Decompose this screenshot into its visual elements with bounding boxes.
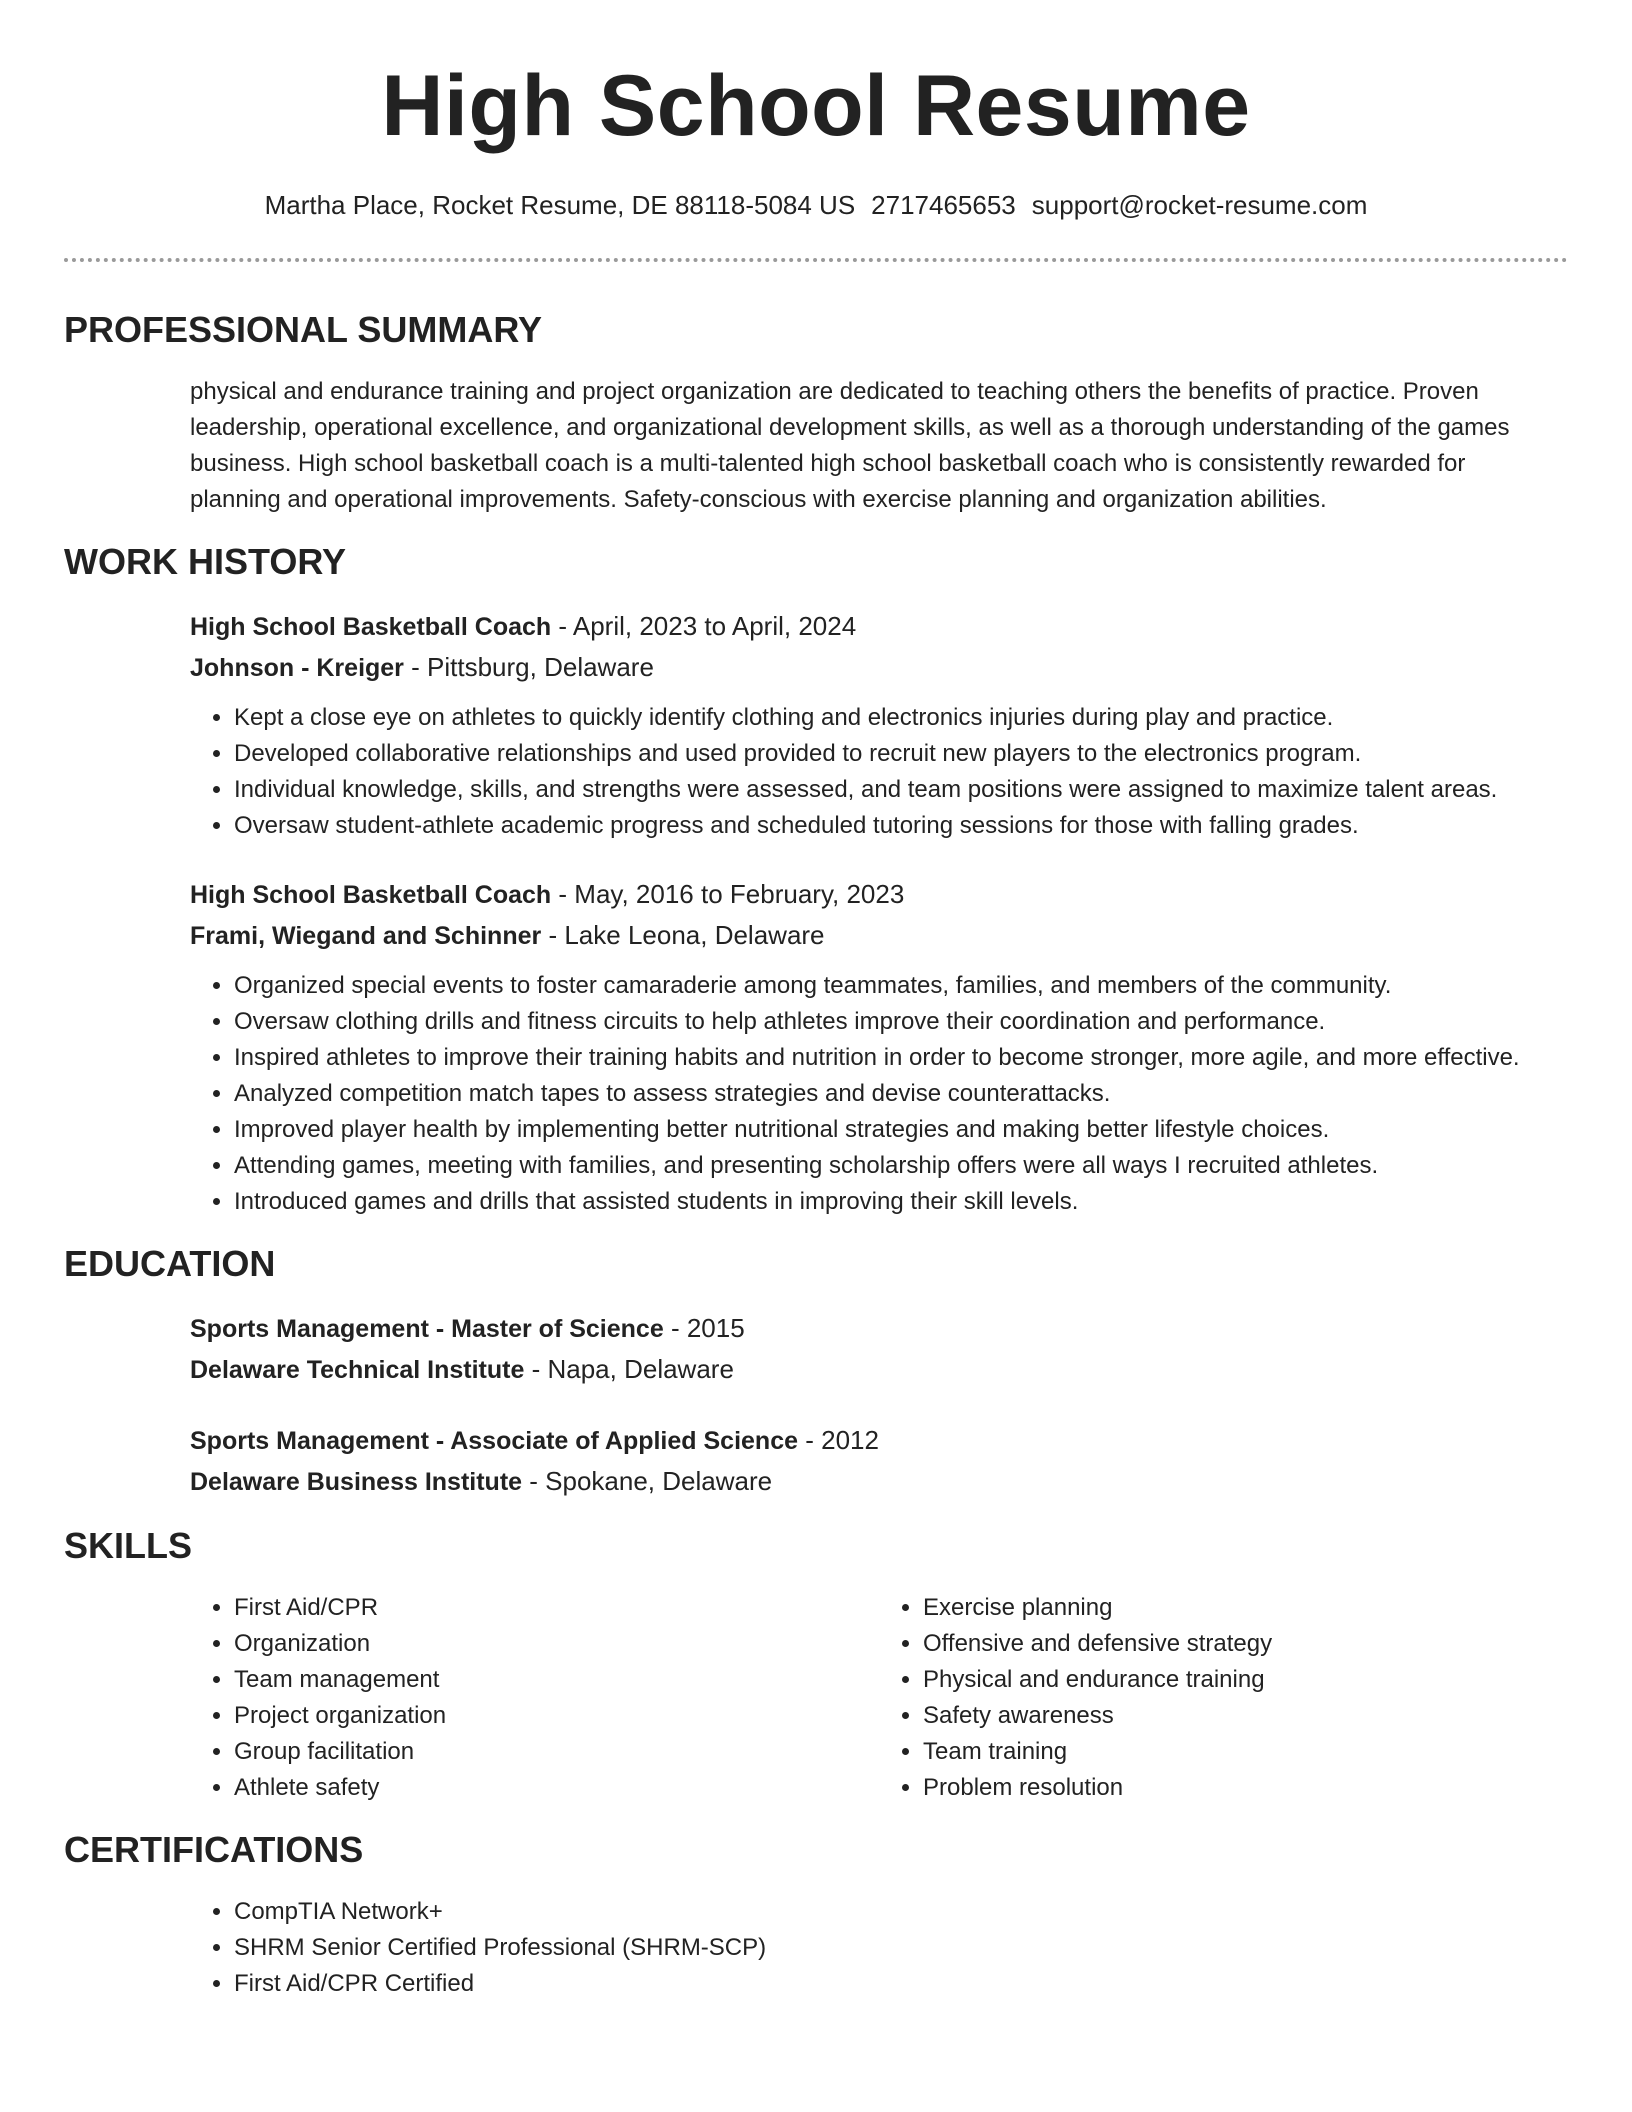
education-section	[64, 1242, 1568, 1502]
certifications-list	[190, 1894, 1568, 2002]
job-entry	[190, 874, 1568, 1220]
job-bullet: • Kept a close eye on athletes to quickly identify clothing and electronics injuries during play and practice.	[234, 700, 1568, 736]
certifications-section	[64, 1828, 1568, 2002]
skill-item: • Offensive and defensive strategy	[923, 1626, 1568, 1662]
job-title: High School Basketball Coach	[190, 613, 552, 641]
skills-grid	[190, 1590, 1568, 1806]
education-entry	[190, 1420, 1568, 1502]
job-bullet: • Organized special events to foster camaraderie among teammates, families, and members of the community.	[234, 968, 1568, 1004]
degree-line	[190, 1420, 1568, 1461]
school-location: - Napa, Delaware	[524, 1354, 734, 1384]
school-line	[190, 1349, 1568, 1390]
job-bullet: • Developed collaborative relationships and used provided to recruit new players to the electronics program.	[234, 736, 1568, 772]
certification-item: • CompTIA Network+	[234, 1894, 1568, 1930]
contact-phone: 2717465653	[871, 190, 1016, 220]
school-name: Delaware Technical Institute	[190, 1356, 525, 1384]
skill-item: • Athlete safety	[234, 1770, 879, 1806]
skill-item: • Physical and endurance training	[923, 1662, 1568, 1698]
degree-line	[190, 1308, 1568, 1349]
degree-name: Sports Management - Associate of Applied Science	[190, 1427, 799, 1455]
job-company-line	[190, 915, 1568, 956]
job-location: - Pittsburg, Delaware	[403, 652, 654, 682]
job-location: - Lake Leona, Delaware	[541, 920, 825, 950]
school-line	[190, 1461, 1568, 1502]
job-bullet: • Attending games, meeting with families, and presenting scholarship offers were all ways I recruited athletes.	[234, 1148, 1568, 1184]
work-history-section	[64, 540, 1568, 1220]
job-bullets	[190, 700, 1568, 844]
skill-item: • Team management	[234, 1662, 879, 1698]
job-bullet: • Analyzed competition match tapes to assess strategies and devise counterattacks.	[234, 1076, 1568, 1112]
summary-heading: PROFESSIONAL SUMMARY	[64, 309, 543, 350]
degree-year: - 2015	[663, 1313, 745, 1343]
school-location: - Spokane, Delaware	[522, 1466, 773, 1496]
skills-list-left	[190, 1590, 879, 1806]
skills-list-right	[879, 1590, 1568, 1806]
skill-item: • Organization	[234, 1626, 879, 1662]
job-entry	[190, 606, 1568, 844]
skills-heading: SKILLS	[64, 1525, 193, 1566]
resume-title: High School Resume	[381, 58, 1251, 154]
job-title-line	[190, 606, 1568, 647]
summary-text: physical and endurance training and project organization are dedicated to teaching others the benefits of practice. Proven leadership, operational excellence, and organizational development skills, as well as a thorough understanding of the games business. High school basketball coach is a multi-talented high school basketball coach who is consistently rewarded for planning and operational improvements. Safety-conscious with exercise planning and organization abilities.	[190, 378, 1510, 513]
skill-item: • First Aid/CPR	[234, 1590, 879, 1626]
education-entry	[190, 1308, 1568, 1390]
job-dates: - April, 2023 to April, 2024	[551, 611, 857, 641]
job-bullet: • Oversaw student-athlete academic progress and scheduled tutoring sessions for those with falling grades.	[234, 808, 1568, 844]
skill-item: • Problem resolution	[923, 1770, 1568, 1806]
job-title: High School Basketball Coach	[190, 881, 552, 909]
skill-item: • Project organization	[234, 1698, 879, 1734]
certification-item: • First Aid/CPR Certified	[234, 1966, 1568, 2002]
skill-item: • Team training	[923, 1734, 1568, 1770]
contact-email: support@rocket-resume.com	[1031, 190, 1368, 220]
job-title-line	[190, 874, 1568, 915]
certifications-heading: CERTIFICATIONS	[64, 1829, 364, 1870]
work-history-heading: WORK HISTORY	[64, 541, 347, 582]
job-bullet: • Individual knowledge, skills, and strengths were assessed, and team positions were assigned to maximize talent areas.	[234, 772, 1568, 808]
header-divider	[64, 258, 1568, 262]
job-dates: - May, 2016 to February, 2023	[551, 879, 905, 909]
skill-item: • Group facilitation	[234, 1734, 879, 1770]
job-bullets	[190, 968, 1568, 1220]
contact-line	[64, 188, 1568, 222]
contact-address: Martha Place, Rocket Resume, DE 88118-5084 US	[264, 190, 856, 220]
degree-year: - 2012	[798, 1425, 879, 1455]
skill-item: • Safety awareness	[923, 1698, 1568, 1734]
school-name: Delaware Business Institute	[190, 1468, 523, 1496]
summary-section	[64, 308, 1568, 518]
certification-item: • SHRM Senior Certified Professional (SHRM-SCP)	[234, 1930, 1568, 1966]
job-bullet: • Introduced games and drills that assisted students in improving their skill levels.	[234, 1184, 1568, 1220]
job-company: Frami, Wiegand and Schinner	[190, 922, 542, 950]
degree-name: Sports Management - Master of Science	[190, 1315, 664, 1343]
skill-item: • Exercise planning	[923, 1590, 1568, 1626]
job-bullet: • Oversaw clothing drills and fitness circuits to help athletes improve their coordination and performance.	[234, 1004, 1568, 1040]
skills-section	[64, 1524, 1568, 1806]
job-bullet: • Improved player health by implementing better nutritional strategies and making better lifestyle choices.	[234, 1112, 1568, 1148]
job-company: Johnson - Kreiger	[190, 654, 404, 682]
job-company-line	[190, 647, 1568, 688]
education-heading: EDUCATION	[64, 1243, 276, 1284]
job-bullet: • Inspired athletes to improve their training habits and nutrition in order to become stronger, more agile, and more effective.	[234, 1040, 1568, 1076]
